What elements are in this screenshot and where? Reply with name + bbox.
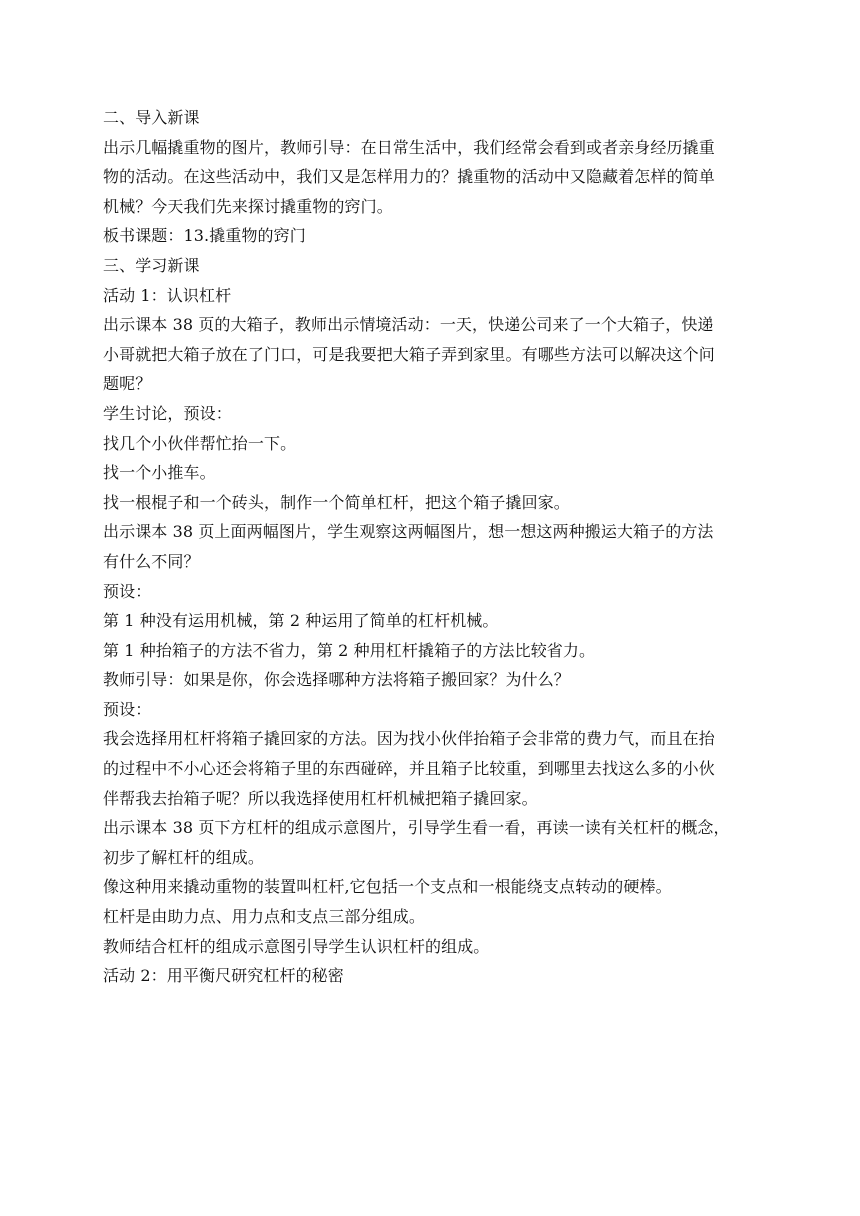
paragraph-line: 题呢？ [103, 374, 152, 394]
paragraph-line: 出示几幅撬重物的图片，教师引导：在日常生活中，我们经常会看到或者亲身经历撬重 [103, 137, 715, 157]
paragraph-line: 预设： [103, 581, 152, 601]
paragraph-line: 我会选择用杠杆将箱子撬回家的方法。因为找小伙伴抬箱子会非常的费力气，而且在抬 [103, 729, 715, 749]
paragraph-line: 的过程中不小心还会将箱子里的东西碰碎，并且箱子比较重，到哪里去找这么多的小伙 [103, 759, 715, 779]
paragraph-line: 物的活动。在这些活动中，我们又是怎样用力的？撬重物的活动中又隐藏着怎样的简单 [103, 167, 715, 187]
list-item: 找一根棍子和一个砖头，制作一个简单杠杆，把这个箱子撬回家。 [103, 492, 570, 512]
activity-heading-2: 活动 2：用平衡尺研究杠杆的秘密 [103, 966, 344, 986]
board-title-line: 板书课题：13.撬重物的窍门 [103, 226, 306, 246]
paragraph-line: 杠杆是由助力点、用力点和支点三部分组成。 [103, 907, 426, 927]
paragraph-line: 教师引导：如果是你，你会选择哪种方法将箱子搬回家？为什么？ [103, 670, 570, 690]
list-item: 第 1 种没有运用机械，第 2 种运用了简单的杠杆机械。 [103, 611, 499, 631]
paragraph-line: 出示课本 38 页上面两幅图片，学生观察这两幅图片，想一想这两种搬运大箱子的方法 [103, 522, 714, 542]
list-item: 找几个小伙伴帮忙抬一下。 [103, 433, 297, 453]
activity-heading-1: 活动 1：认识杠杆 [103, 285, 232, 305]
paragraph-line: 伴帮我去抬箱子呢？所以我选择使用杠杆机械把箱子撬回家。 [103, 788, 538, 808]
paragraph-line: 学生讨论，预设： [103, 403, 232, 423]
paragraph-line: 出示课本 38 页的大箱子，教师出示情境活动：一天，快递公司来了一个大箱子，快递 [103, 315, 714, 335]
paragraph-line: 像这种用来撬动重物的装置叫杠杆,它包括一个支点和一根能绕支点转动的硬棒。 [103, 877, 672, 897]
paragraph-line: 出示课本 38 页下方杠杆的组成示意图片，引导学生看一看，再读一读有关杠杆的概念， [103, 818, 730, 838]
paragraph-line: 初步了解杠杆的组成。 [103, 847, 265, 867]
paragraph-line: 有什么不同？ [103, 551, 200, 571]
section-heading-new-lesson: 三、学习新课 [103, 255, 200, 275]
paragraph-line: 预设： [103, 699, 152, 719]
section-heading-intro: 二、导入新课 [103, 108, 200, 127]
paragraph-line: 机械？今天我们先来探讨撬重物的窍门。 [103, 196, 393, 216]
list-item: 找一个小推车。 [103, 463, 216, 483]
list-item: 第 1 种抬箱子的方法不省力，第 2 种用杠杆撬箱子的方法比较省力。 [103, 640, 596, 660]
paragraph-line: 教师结合杠杆的组成示意图引导学生认识杠杆的组成。 [103, 936, 490, 956]
paragraph-line: 小哥就把大箱子放在了门口，可是我要把大箱子弄到家里。有哪些方法可以解决这个问 [103, 344, 715, 364]
document-page [103, 103, 763, 991]
